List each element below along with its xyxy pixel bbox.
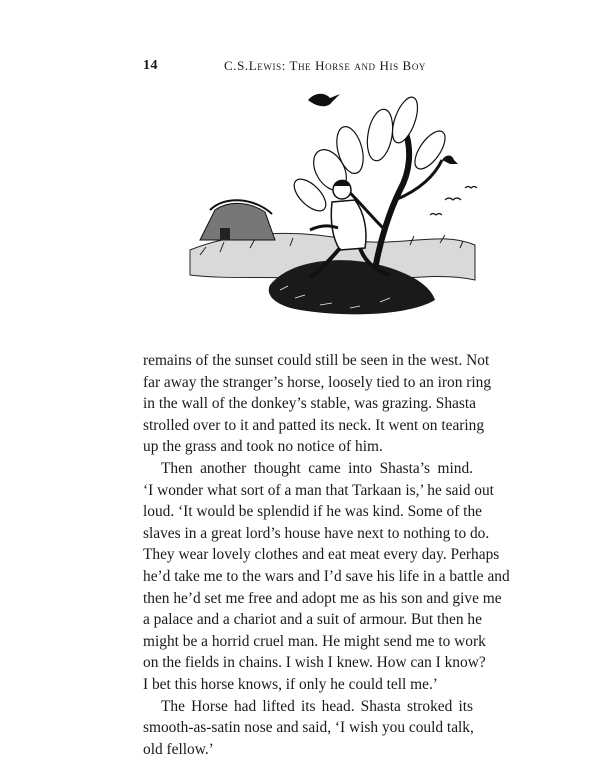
- paragraph-1: [143, 350, 473, 458]
- paragraph-3: [143, 696, 473, 760]
- text-line: far away the stranger’s horse, loosely tied to an iron ring: [143, 372, 473, 394]
- text-line: up the grass and took no notice of him.: [143, 436, 473, 458]
- text-line: I bet this horse knows, if only he could tell me.’: [143, 674, 473, 696]
- text-line: The Horse had lifted its head. Shasta stroked its: [143, 696, 473, 718]
- text-line: They wear lovely clothes and eat meat every day. Perhaps: [143, 544, 473, 566]
- text-line: smooth-as-satin nose and said, ‘I wish you could talk,: [143, 717, 473, 739]
- text-line: strolled over to it and patted its neck. It went on tearing: [143, 415, 473, 437]
- text-line: ‘I wonder what sort of a man that Tarkaan is,’ he said out: [143, 480, 473, 502]
- text-line: he’d take me to the wars and I’d save his life in a battle and: [143, 566, 473, 588]
- paragraph-2: [143, 458, 473, 696]
- boy-under-tree-illustration: [180, 80, 480, 342]
- text-line: then he’d set me free and adopt me as his son and give me: [143, 588, 473, 610]
- page-number: 14: [143, 58, 158, 74]
- text-line: loud. ‘It would be splendid if he was kind. Some of the: [143, 501, 473, 523]
- text-line: might be a horrid cruel man. He might send me to work: [143, 631, 473, 653]
- text-line: remains of the sunset could still be seen in the west. Not: [143, 350, 473, 372]
- text-line: on the fields in chains. I wish I knew. How can I know?: [143, 652, 473, 674]
- running-head: C.S.Lewis: The Horse and His Boy: [190, 58, 460, 74]
- text-line: Then another thought came into Shasta’s mind.: [143, 458, 473, 480]
- text-line: old fellow.’: [143, 739, 473, 760]
- text-line: in the wall of the donkey’s stable, was grazing. Shasta: [143, 393, 473, 415]
- body-text: [143, 350, 473, 760]
- text-line: a palace and a chariot and a suit of armour. But then he: [143, 609, 473, 631]
- text-line: slaves in a great lord’s house have next to nothing to do.: [143, 523, 473, 545]
